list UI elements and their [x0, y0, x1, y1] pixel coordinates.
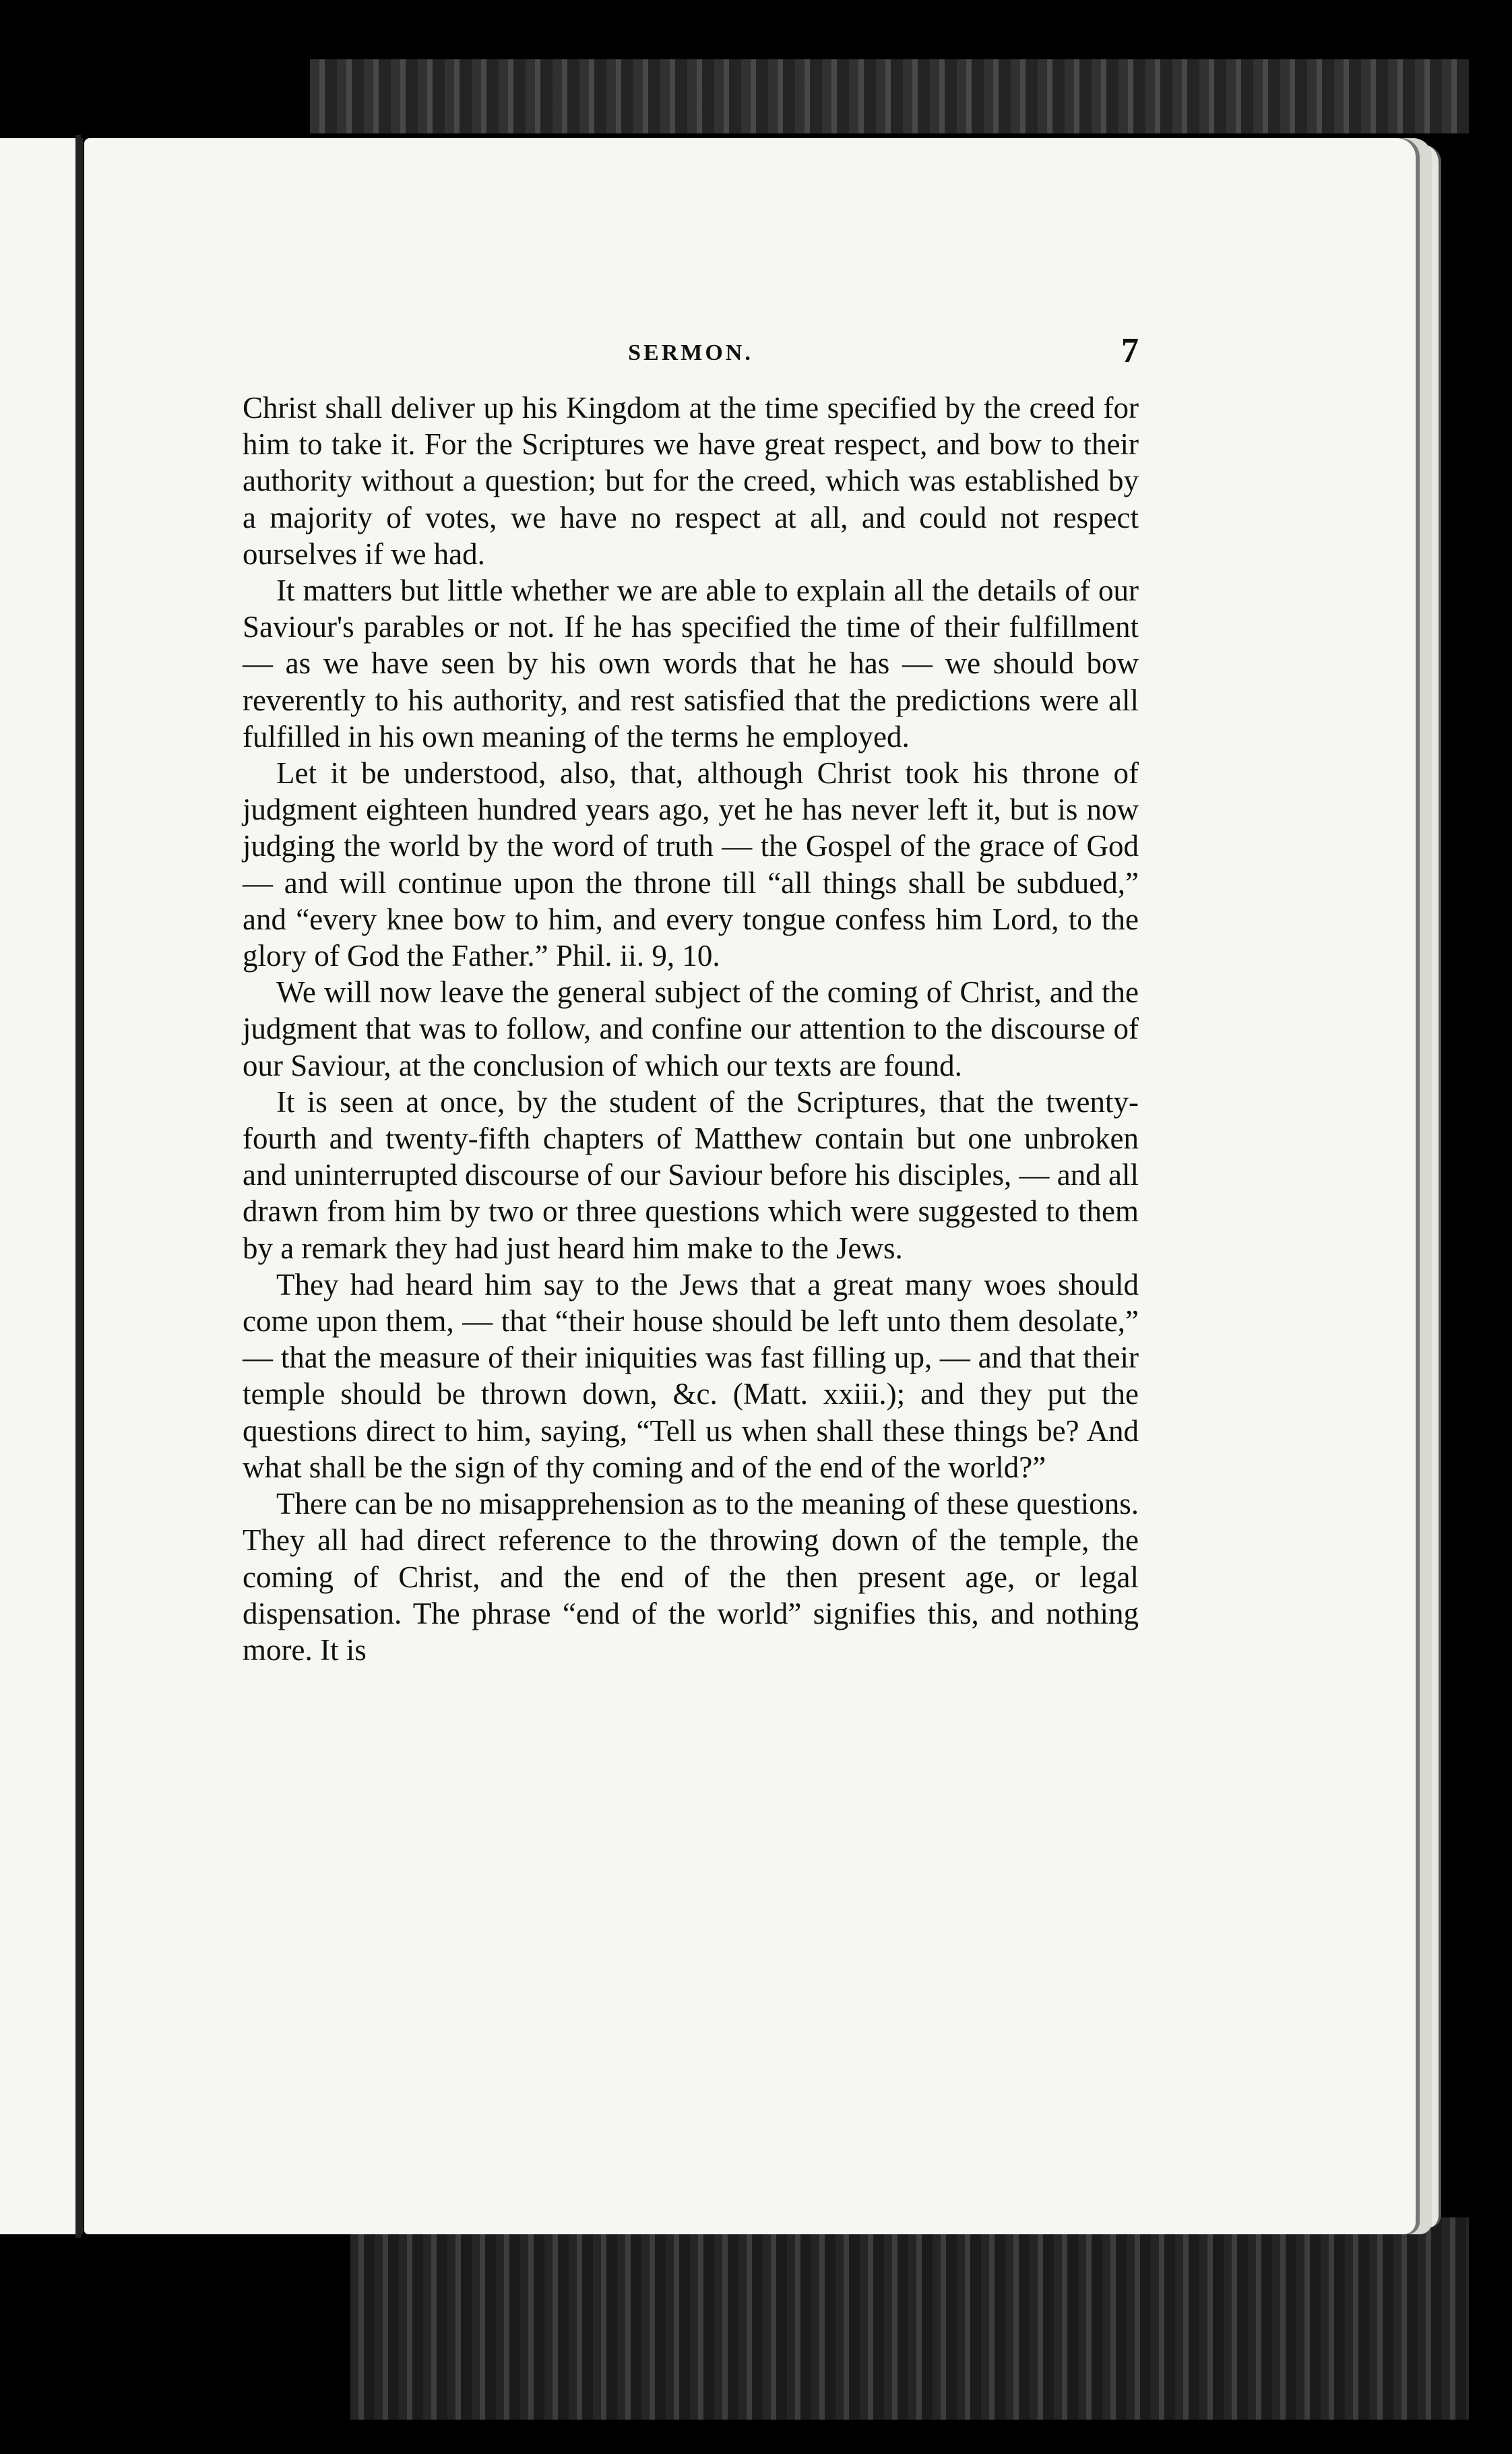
- page-header: [243, 332, 1139, 381]
- scan-border-top: [310, 59, 1469, 133]
- facing-page-edge: [0, 138, 83, 2234]
- paragraph: It matters but little whether we are able to explain all the details of our Saviour's parables or not. If he has specified the time of their fulfillment — as we have seen by his own words that he has — we should bow reverently to his authority, and rest satisfied that the predictions were all fulfilled in his own meaning of the terms he employed.: [243, 574, 1139, 754]
- paragraph: They had heard him say to the Jews that a great many woes should come upon them, — that “their house should be left unto them desolate,” — that the measure of their iniquities was fast filling up, — and that their temple should be thrown down, &c. (Matt. xxiii.); and they put the questions direct to him, saying, “Tell us when shall these things be? And what shall be the sign of thy coming and of the end of the world?”: [243, 1267, 1139, 1484]
- paragraph: We will now leave the general subject of the coming of Christ, and the judgment that was to follow, and confine our attention to the discourse of our Saviour, at the conclusion of which our texts are found.: [243, 975, 1139, 1082]
- body-text: [243, 390, 1139, 1668]
- scan-border-bottom: [350, 2217, 1469, 2420]
- running-head: SERMON.: [628, 340, 753, 365]
- paragraph: Let it be understood, also, that, although Christ took his throne of judgment eighteen hundred years ago, yet he has never left it, but is now judging the world by the word of truth — the Gospel of the grace of God — and will continue upon the throne till “all things shall be subdued,” and “every knee bow to him, and every tongue confess him Lord, to the glory of God the Father.” Phil. ii. 9, 10.: [243, 756, 1139, 973]
- paragraph: It is seen at once, by the student of the Scriptures, that the twenty-fourth and twenty-fifth chapters of Matthew contain but one unbroken and uninterrupted discourse of our Saviour before his disciples, — and all drawn from him by two or three questions which were suggested to them by a remark they had just heard him make to the Jews.: [243, 1084, 1139, 1265]
- paragraph: There can be no misapprehension as to the meaning of these questions. They all had direct reference to the throwing down of the temple, the coming of Christ, and the end of the then present age, or legal dispensation. The phrase “end of the world” signifies this, and nothing more. It is: [243, 1487, 1139, 1667]
- book-spine: [75, 135, 81, 2238]
- page-number: 7: [1121, 332, 1139, 370]
- paragraph: Christ shall deliver up his Kingdom at the time specified by the creed for him to take it. For the Scriptures we have great respect, and bow to their authority without a question; but for the creed, which was established by a majority of votes, we have no respect at all, and could not respect ourselves if we had.: [243, 391, 1139, 571]
